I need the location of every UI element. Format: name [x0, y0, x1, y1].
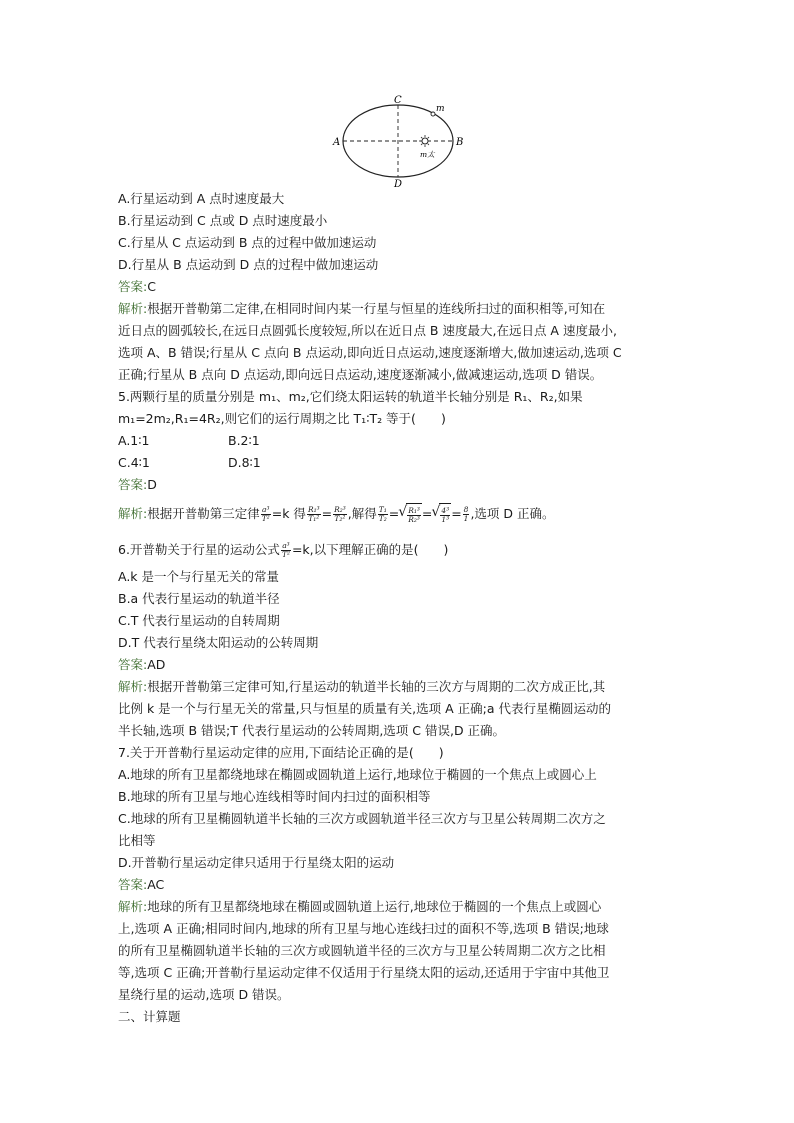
orbit-diagram — [330, 93, 470, 188]
answer-tag: 答案: — [118, 657, 148, 672]
answer-value: AD — [147, 657, 166, 672]
answer-value: D — [147, 477, 157, 492]
analysis-tag: 解析: — [118, 899, 148, 914]
q4-analysis-line-4: 正确;行星从 B 点向 D 点运动,即向远日点运动,速度逐渐减小,做减速运动,选项 D 错误。 — [118, 367, 603, 382]
label-d: D — [394, 179, 403, 188]
q7-stem: 7.关于开普勒行星运动定律的应用,下面结论正确的是( ) — [118, 745, 444, 760]
q4-option-c: C.行星从 C 点运动到 B 点的过程中做加速运动 — [118, 235, 377, 250]
fraction-r2-t2: $\frac{\text{R₂³}}{\text{T₂²}}$ — [334, 505, 346, 523]
sqrt-numeric: √ $\frac{\text{4³}}{\text{1³}}$ — [439, 503, 451, 526]
analysis-text-a: 根据开普勒第三定律 — [147, 506, 260, 521]
q5-analysis: 解析:根据开普勒第三定律 $\frac{\text{a³}}{\text{T²}}$ =k 得 $\frac{\text{R₁³}}{\text{T₁²}}$ = $\frac{\text{R₂³}}{\text{T₂²}}$ ,解得 $\frac{\text{T₁}}{\text{T₂}}$ = √ $\frac{\text{R₁³}}{\text{R₂³}}$ = √ $\frac{\text{4³}}{\text{1³}}$ = $\frac{8}{1}$ ,选项 D 正确。 — [118, 503, 555, 526]
q5-option-c: C.4∶1 — [118, 455, 150, 470]
q6-analysis-line-3: 半长轴,选项 B 错误;T 代表行星运动的公转周期,选项 C 错误,D 正确。 — [118, 723, 506, 738]
label-a: A — [333, 137, 341, 148]
q6-analysis-line-2: 比例 k 是一个与行星无关的常量,只与恒星的质量有关,选项 A 正确;a 代表行星椭圆运动的 — [118, 701, 611, 716]
q6-option-b: B.a 代表行星运动的轨道半径 — [118, 591, 280, 606]
q5-stem-line-2: m₁=2m₂,R₁=4R₂,则它们的运行周期之比 T₁∶T₂ 等于( ) — [118, 411, 446, 426]
q7-analysis-line-1 — [118, 899, 601, 915]
q5-options-row-2 — [118, 455, 261, 471]
q6-analysis-line-1 — [118, 679, 605, 695]
planet-m — [431, 112, 435, 116]
analysis-text-c: ,解得 — [347, 506, 377, 521]
q6-option-a: A.k 是一个与行星无关的常量 — [118, 569, 280, 584]
analysis-tag: 解析: — [118, 301, 148, 316]
q7-option-c-line-1: C.地球的所有卫星椭圆轨道半长轴的三次方或圆轨道半径三次方与卫星公转周期二次方之 — [118, 811, 606, 826]
q4-answer — [118, 279, 156, 295]
q5-options-row-1 — [118, 433, 260, 449]
q5-answer — [118, 477, 157, 493]
q7-analysis-line-3: 的所有卫星椭圆轨道半长轴的三次方或圆轨道半径的三次方与卫星公转周期二次方之比相 — [118, 943, 606, 958]
q7-answer — [118, 877, 164, 893]
q4-option-a: A.行星运动到 A 点时速度最大 — [118, 191, 285, 206]
q7-option-a: A.地球的所有卫星都绕地球在椭圆或圆轨道上运行,地球位于椭圆的一个焦点上或圆心上 — [118, 767, 597, 782]
fraction-r1-t1: $\frac{\text{R₁³}}{\text{T₁²}}$ — [307, 505, 320, 523]
answer-value: C — [147, 279, 156, 294]
q4-option-d: D.行星从 B 点运动到 D 点的过程中做加速运动 — [118, 257, 379, 272]
q5-stem-line-1: 5.两颗行星的质量分别是 m₁、m₂,它们绕太阳运转的轨道半长轴分别是 R₁、R₂,如果 — [118, 389, 583, 404]
fraction-result: $\frac{8}{1}$ — [463, 505, 469, 523]
answer-tag: 答案: — [118, 279, 148, 294]
fraction-t1-t2: $\frac{\text{T₁}}{\text{T₂}}$ — [378, 505, 387, 523]
label-b: B — [456, 137, 464, 148]
label-sun-mass: m太 — [420, 150, 435, 159]
q4-analysis-line-1 — [118, 301, 605, 317]
analysis-text-b: =k 得 — [271, 506, 306, 521]
q6-stem-b: =k,以下理解正确的是( ) — [291, 542, 449, 557]
q7-analysis-line-2: 上,选项 A 正确;相同时间内,地球的所有卫星与地心连线扫过的面积不等,选项 B 错误;地球 — [118, 921, 609, 936]
analysis-tag: 解析: — [118, 679, 148, 694]
q4-option-b: B.行星运动到 C 点或 D 点时速度最小 — [118, 213, 328, 228]
q5-option-a: A.1∶1 — [118, 433, 150, 448]
q7-option-b: B.地球的所有卫星与地心连线相等时间内扫过的面积相等 — [118, 789, 431, 804]
sun-icon — [419, 135, 431, 147]
analysis-text: 根据开普勒第三定律可知,行星运动的轨道半长轴的三次方与周期的二次方成正比,其 — [147, 679, 606, 694]
section-heading: 二、计算题 — [118, 1009, 181, 1024]
q5-option-b: B.2∶1 — [228, 433, 260, 448]
q7-analysis-line-5: 星绕行星的运动,选项 D 错误。 — [118, 987, 290, 1002]
answer-tag: 答案: — [118, 477, 148, 492]
q7-option-c-line-2: 比相等 — [118, 833, 156, 848]
q4-analysis-line-3: 选项 A、B 错误;行星从 C 点向 B 点运动,即向近日点运动,速度逐渐增大,做加速运动,选项 C — [118, 345, 622, 360]
q5-option-d: D.8∶1 — [228, 455, 261, 470]
q4-analysis-line-2: 近日点的圆弧较长,在远日点圆弧长度较短,所以在近日点 B 速度最大,在远日点 A 速度最小, — [118, 323, 617, 338]
q6-answer — [118, 657, 165, 673]
analysis-text: 地球的所有卫星都绕地球在椭圆或圆轨道上运行,地球位于椭圆的一个焦点上或圆心 — [147, 899, 602, 914]
q6-option-c: C.T 代表行星运动的自转周期 — [118, 613, 280, 628]
q7-analysis-line-4: 等,选项 C 正确;开普勒行星运动定律不仅适用于行星绕太阳的运动,还适用于宇宙中其他卫 — [118, 965, 610, 980]
q7-option-d: D.开普勒行星运动定律只适用于行星绕太阳的运动 — [118, 855, 395, 870]
sqrt-r-ratio: √ $\frac{\text{R₁³}}{\text{R₂³}}$ — [406, 503, 422, 526]
q6-stem — [118, 540, 448, 560]
analysis-text-d: ,选项 D 正确。 — [470, 506, 555, 521]
q6-option-d: D.T 代表行星绕太阳运动的公转周期 — [118, 635, 319, 650]
fraction-a3-t2: $\frac{\text{a³}}{\text{T²}}$ — [281, 541, 290, 559]
q6-stem-a: 6.开普勒关于行星的运动公式 — [118, 542, 280, 557]
answer-tag: 答案: — [118, 877, 148, 892]
answer-value: AC — [147, 877, 165, 892]
label-c: C — [394, 95, 402, 106]
label-m: m — [436, 104, 445, 114]
fraction-a3-t2: $\frac{\text{a³}}{\text{T²}}$ — [261, 505, 270, 523]
analysis-tag: 解析: — [118, 506, 148, 521]
analysis-text: 根据开普勒第二定律,在相同时间内某一行星与恒星的连线所扫过的面积相等,可知在 — [147, 301, 606, 316]
